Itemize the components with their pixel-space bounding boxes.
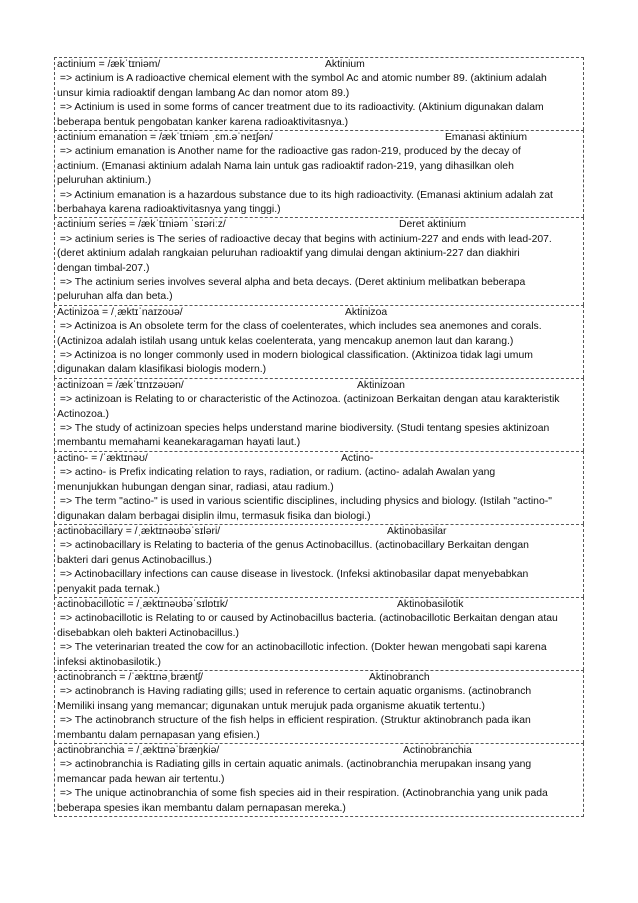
entry-text-line: memancar pada hewan air tertentu.) — [57, 773, 225, 785]
dictionary-page — [54, 57, 584, 817]
entry-translation: Actino- — [341, 452, 374, 464]
entry-text-line: digunakan dalam berbagai disiplin ilmu, termasuk fisika dan biologi.) — [57, 510, 371, 522]
entry-header — [57, 744, 581, 758]
dictionary-entry — [54, 743, 584, 817]
entry-text-line: membantu memahami keanekaragaman hayati laut.) — [57, 437, 301, 449]
entry-text-line: => The actinobranch structure of the fish helps in efficient respiration. (Struktur aktinobranch pada ikan — [57, 715, 531, 727]
entry-text-line: => actinium series is The series of radioactive decay that begins with actinium-227 and ends with lead-207. — [57, 233, 552, 245]
entry-translation: Deret aktinium — [399, 219, 466, 231]
entry-text-line: infeksi aktinobasilotik.) — [57, 656, 161, 668]
entry-header — [57, 306, 581, 320]
entry-text-line: => actinizoan is Relating to or characteristic of the Actinozoa. (actinizoan Berkaitan dengan atau karakteristik — [57, 394, 560, 406]
entry-text-line: => Actinizoa is An obsolete term for the class of coelenterates, which includes sea anemones and corals. — [57, 321, 542, 333]
entry-header — [57, 58, 581, 72]
entry-text-line: (Actinizoa adalah istilah usang untuk kelas coelenterata, yang mencakup anemon laut dan karang.) — [57, 335, 514, 347]
dictionary-entry — [54, 378, 584, 451]
dictionary-entry — [54, 451, 584, 524]
entry-text-line: => Actinobacillary infections can cause disease in livestock. (Infeksi aktinobasilar dapat menyebabkan — [57, 569, 529, 581]
entry-text-line: => Actinium emanation is a hazardous substance due to its high radioactivity. (Emanasi aktinium adalah zat — [57, 189, 553, 201]
entry-term: actinium = /ækˈtɪniəm/ — [57, 59, 161, 70]
entry-translation: Aktinobranch — [369, 671, 430, 683]
entry-text-line: dengan timbal-207.) — [57, 262, 150, 274]
entry-text-line: => The term "actino-" is used in various scientific disciplines, including physics and biology. (Istilah "actino-" — [57, 496, 552, 508]
entry-text-line: Memiliki insang yang memancar; digunakan untuk merujuk pada organisme akuatik tertentu.) — [57, 700, 485, 712]
dictionary-entry — [54, 305, 584, 378]
entry-text-line: => The study of actinizoan species helps understand marine biodiversity. (Studi tentang spesies aktinizoan — [57, 423, 550, 435]
entry-text-line: => actinobranchia is Radiating gills in certain aquatic animals. (actinobranchia merupakan insang yang — [57, 759, 532, 771]
entry-text-line: beberapa spesies ikan membantu dalam pernapasan mereka.) — [57, 802, 346, 814]
entry-translation: Aktinizoan — [357, 379, 405, 391]
entry-text-line: disebabkan oleh bakteri Actinobacillus.) — [57, 627, 239, 639]
entry-header — [57, 218, 581, 232]
entry-text-line: beberapa bentuk pengobatan kanker karena radioaktivitasnya.) — [57, 116, 349, 128]
entry-text-line: menunjukkan hubungan dengan sinar, radiasi, atau radium.) — [57, 481, 334, 493]
entry-text-line: membantu dalam pernapasan yang efisien.) — [57, 729, 260, 741]
entry-header — [57, 131, 581, 145]
entry-text-line: => The veterinarian treated the cow for an actinobacillotic infection. (Dokter hewan mengobati sapi karena — [57, 642, 547, 654]
entry-text-line: peluruhan aktinium.) — [57, 175, 152, 187]
entry-text-line: => The unique actinobranchia of some fish species aid in their respiration. (Actinobranchia yang unik pada — [57, 788, 548, 800]
dictionary-entry — [54, 130, 584, 217]
entry-header — [57, 452, 581, 466]
entry-text-line: bakteri dari genus Actinobacillus.) — [57, 554, 212, 566]
dictionary-entry — [54, 524, 584, 597]
dictionary-entry — [54, 597, 584, 670]
entry-translation: Aktinium — [325, 59, 365, 70]
entry-translation: Emanasi aktinium — [445, 132, 528, 144]
entry-header — [57, 598, 581, 612]
entry-text-line: => Actinizoa is no longer commonly used in modern biological classification. (Aktinizoa tidak lagi umum — [57, 350, 533, 362]
entry-text-line: penyakit pada ternak.) — [57, 583, 160, 595]
entry-list — [54, 57, 584, 817]
entry-term: actinium emanation = /ækˈtɪniəm ˌɛm.əˈneɪʃən/ — [57, 132, 273, 144]
entry-text-line: => actinium emanation is Another name for the radioactive gas radon-219, produced by the decay of — [57, 146, 521, 158]
entry-header — [57, 379, 581, 393]
entry-text-line: Actinozoa.) — [57, 408, 109, 420]
entry-text-line: actinium. (Emanasi aktinium adalah Nama lain untuk gas radioaktif radon-219, yang dihasilkan oleh — [57, 160, 514, 172]
entry-term: actinobranchia = /ˌæktɪnəˈbræŋkiə/ — [57, 744, 220, 756]
entry-translation: Actinobranchia — [403, 744, 472, 756]
dictionary-entry — [54, 57, 584, 130]
entry-term: Actinizoa = /ˌæktɪˈnaɪzoʊə/ — [57, 306, 183, 318]
entry-text-line: => Actinium is used in some forms of cancer treatment due to its radioactivity. (Aktinium digunakan dalam — [57, 102, 544, 114]
entry-term: actinobacillary = /ˌæktɪnəʊbəˈsɪləri/ — [57, 525, 221, 537]
dictionary-entry — [54, 670, 584, 743]
entry-text-line: => The actinium series involves several alpha and beta decays. (Deret aktinium melibatkan beberapa — [57, 277, 526, 289]
entry-term: actinium series = /ækˈtɪniəm ˈsɪəriːz/ — [57, 219, 226, 231]
entry-text-line: => actinobacillotic is Relating to or caused by Actinobacillus bacteria. (actinobacillotic Berkaitan dengan atau — [57, 613, 558, 625]
entry-translation: Aktinobasilotik — [397, 598, 464, 610]
entry-text-line: => actinobacillary is Relating to bacteria of the genus Actinobacillus. (actinobacillary Berkaitan dengan — [57, 540, 529, 552]
entry-text-line: => actinobranch is Having radiating gills; used in reference to certain aquatic organisms. (actinobranch — [57, 686, 532, 698]
entry-text-line: peluruhan alfa dan beta.) — [57, 291, 173, 303]
entry-text-line: => actino- is Prefix indicating relation to rays, radiation, or radium. (actino- adalah Awalan yang — [57, 467, 496, 479]
entry-text-line: digunakan dalam klasifikasi biologis modern.) — [57, 364, 267, 376]
entry-text-line: unsur kimia radioaktif dengan lambang Ac dan nomor atom 89.) — [57, 87, 350, 99]
entry-text-line: berbahaya karena radioaktivitasnya yang tinggi.) — [57, 204, 281, 216]
entry-header — [57, 525, 581, 539]
entry-term: actinobacillotic = /ˌæktɪnəʊbəˈsɪlɒtɪk/ — [57, 598, 228, 610]
entry-text-line: (deret aktinium adalah rangkaian peluruhan radioaktif yang dimulai dengan aktinium-227 dan diakhiri — [57, 248, 520, 260]
dictionary-entry — [54, 217, 584, 304]
entry-translation: Aktinobasilar — [387, 525, 447, 537]
entry-header — [57, 671, 581, 685]
entry-term: actinobranch = /ˈæktɪnəˌbræntʃ/ — [57, 671, 204, 683]
entry-text-line: => actinium is A radioactive chemical element with the symbol Ac and atomic number 89. (aktinium adalah — [57, 73, 547, 85]
entry-term: actinizoan = /ækˈtɪnɪzəʊən/ — [57, 379, 184, 391]
entry-translation: Aktinizoa — [345, 306, 388, 318]
entry-term: actino- = /ˈæktɪnəʊ/ — [57, 452, 148, 464]
